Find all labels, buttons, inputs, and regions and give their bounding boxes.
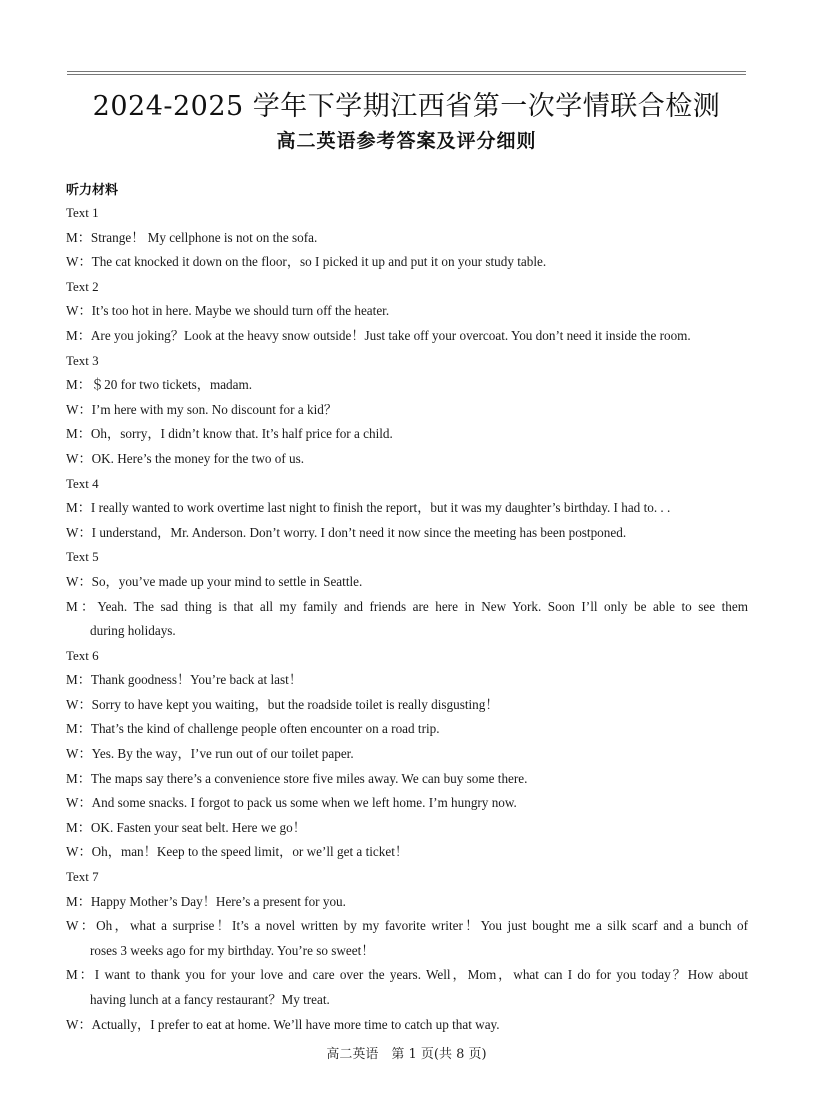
dialogue-line: M：Oh，sorry，I didn’t know that. It’s half price for a child. xyxy=(66,426,393,442)
section-heading: 听力材料 xyxy=(66,183,119,198)
dialogue-line: M：I want to thank you for your love and care over the years. Well，Mom，what can I do for you today？How about xyxy=(66,967,748,983)
text-label: Text 7 xyxy=(66,869,99,885)
dialogue-line: M：Strange！ My cellphone is not on the sofa. xyxy=(66,229,318,245)
dialogue-line: W：And some snacks. I forgot to pack us some when we left home. I’m hungry now. xyxy=(66,795,517,811)
dialogue-line: W：So，you’ve made up your mind to settle in Seattle. xyxy=(66,573,363,589)
dialogue-line: M：Thank goodness！You’re back at last！ xyxy=(66,672,303,688)
dialogue-line: W：I understand，Mr. Anderson. Don’t worry. I don’t need it now since the meeting has been postponed. xyxy=(66,524,627,540)
top-rule-outer xyxy=(67,71,746,72)
dialogue-line: M：I really wanted to work overtime last night to finish the report，but it was my daughter’s birthday. I had to. . . xyxy=(66,500,671,516)
dialogue-line: roses 3 weeks ago for my birthday. You’re so sweet！ xyxy=(90,942,375,958)
transcript-body xyxy=(66,201,748,1037)
dialogue-line: M：The maps say there’s a convenience store five miles away. We can buy some there. xyxy=(66,770,528,786)
dialogue-line: W：Oh，man！Keep to the speed limit，or we’ll get a ticket！ xyxy=(66,844,409,860)
dialogue-line: M：＄20 for two tickets，madam. xyxy=(66,377,253,393)
dialogue-line: W：Yes. By the way，I’ve run out of our toilet paper. xyxy=(66,746,354,762)
text-label: Text 2 xyxy=(66,278,99,294)
page-footer: 高二英语 第 1 页(共 8 页) xyxy=(326,1047,487,1062)
dialogue-line: having lunch at a fancy restaurant？My treat. xyxy=(90,992,330,1007)
dialogue-line: W：Actually，I prefer to eat at home. We’ll have more time to catch up that way. xyxy=(66,1016,500,1032)
dialogue-line: M：Yeah. The sad thing is that all my family and friends are here in New York. Soon I’ll only be able to see them xyxy=(66,598,748,614)
dialogue-line: W：It’s too hot in here. Maybe we should turn off the heater. xyxy=(66,303,390,319)
text-label: Text 5 xyxy=(66,549,99,565)
text-label: Text 1 xyxy=(66,205,99,220)
dialogue-line: M：That’s the kind of challenge people often encounter on a road trip. xyxy=(66,721,440,737)
text-label: Text 6 xyxy=(66,647,99,663)
dialogue-line: W：I’m here with my son. No discount for a kid？ xyxy=(66,401,338,417)
dialogue-line: M：Happy Mother’s Day！Here’s a present for you. xyxy=(66,893,346,909)
page-title: 2024-2025 学年下学期江西省第一次学情联合检测 xyxy=(92,91,721,122)
page-subtitle: 高二英语参考答案及评分细则 xyxy=(276,130,537,152)
dialogue-line: M：OK. Fasten your seat belt. Here we go！ xyxy=(66,819,306,835)
dialogue-line: W：Oh，what a surprise！It’s a novel written by my favorite writer！You just bought me a silk scarf and a bunch of xyxy=(66,918,748,934)
dialogue-line: M：Are you joking？Look at the heavy snow outside！Just take off your overcoat. You don’t need it inside the room. xyxy=(66,327,691,343)
top-rule-inner xyxy=(67,74,746,75)
text-label: Text 4 xyxy=(66,475,99,491)
dialogue-line: W：Sorry to have kept you waiting，but the roadside toilet is really disgusting！ xyxy=(66,696,499,712)
dialogue-line: W：The cat knocked it down on the floor，so I picked it up and put it on your study table. xyxy=(66,254,547,270)
dialogue-line: during holidays. xyxy=(90,623,176,639)
dialogue-line: W：OK. Here’s the money for the two of us. xyxy=(66,450,305,466)
text-label: Text 3 xyxy=(66,352,99,368)
